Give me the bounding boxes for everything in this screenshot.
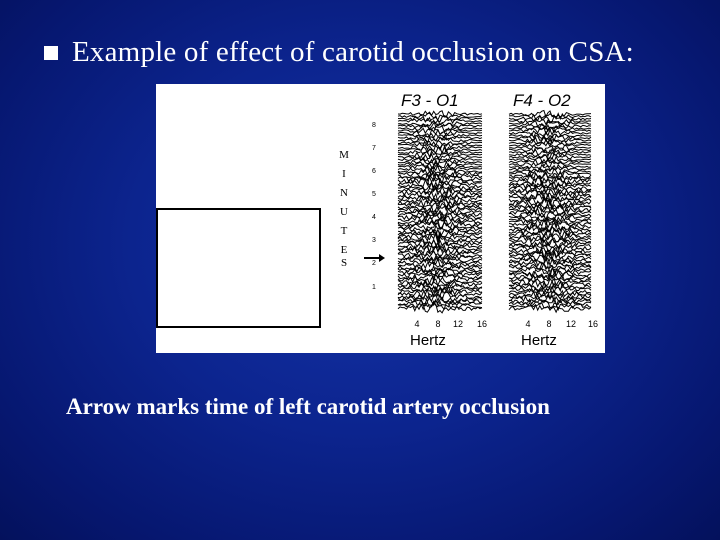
- minutes-letter: T: [340, 225, 348, 237]
- x-tick-label: 12: [452, 319, 464, 329]
- minute-number: 6: [372, 168, 376, 175]
- x-tick-label: 16: [476, 319, 488, 329]
- panel-title-f3-o1: F3 - O1: [401, 91, 459, 110]
- bullet-icon: [44, 46, 58, 60]
- spectral-array-f4-o2: [509, 111, 591, 313]
- minute-number: 8: [372, 122, 376, 129]
- minute-number: 2: [372, 260, 376, 267]
- spectral-array-f3-o1: [398, 111, 482, 313]
- x-tick-label: 8: [546, 319, 552, 329]
- minute-number: 5: [372, 191, 376, 198]
- csa-figure-svg: [156, 84, 605, 353]
- minutes-letter: S: [340, 257, 348, 269]
- slide-heading: Example of effect of carotid occlusion on CSA:: [72, 36, 634, 68]
- minute-number: 7: [372, 145, 376, 152]
- x-tick-label: 12: [565, 319, 577, 329]
- csa-figure: [156, 84, 605, 353]
- minute-number: 4: [372, 214, 376, 221]
- minutes-letter: N: [340, 187, 348, 199]
- minutes-letter: U: [340, 206, 348, 218]
- minute-number: 1: [372, 284, 376, 291]
- minutes-letter: M: [339, 149, 349, 161]
- x-axis-label-hertz: Hertz: [410, 332, 446, 349]
- slide-caption: Arrow marks time of left carotid artery occlusion: [66, 394, 550, 419]
- x-tick-label: 16: [587, 319, 599, 329]
- panel-title-f4-o2: F4 - O2: [513, 91, 571, 110]
- minute-number: 3: [372, 237, 376, 244]
- minutes-letter: E: [340, 244, 348, 256]
- x-tick-label: 4: [414, 319, 420, 329]
- empty-frame: [157, 209, 320, 327]
- spectral-trace: [509, 305, 591, 313]
- x-axis-label-hertz: Hertz: [521, 332, 557, 349]
- x-tick-label: 4: [525, 319, 531, 329]
- minutes-letter: I: [342, 168, 346, 180]
- x-tick-label: 8: [435, 319, 441, 329]
